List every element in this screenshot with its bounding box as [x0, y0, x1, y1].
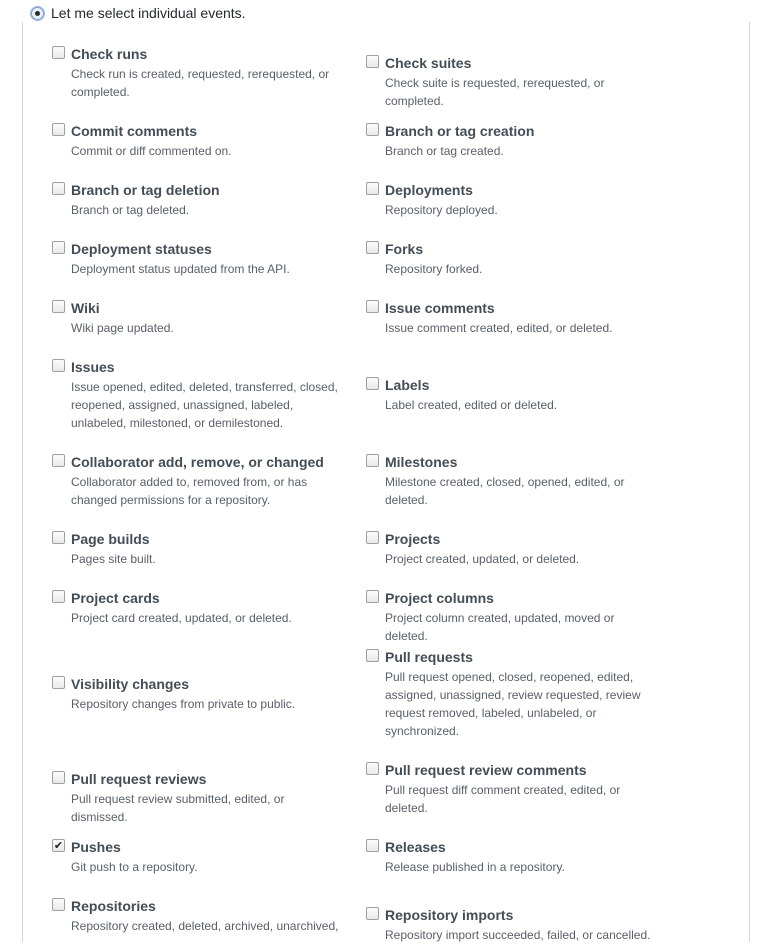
- event-checkbox[interactable]: [366, 839, 379, 852]
- event-description: Release published in a repository.: [385, 860, 565, 874]
- event-name: Issues: [71, 359, 115, 375]
- event-checkbox[interactable]: [366, 649, 379, 662]
- individual-events-option[interactable]: [31, 4, 246, 22]
- event-checkbox[interactable]: [52, 771, 65, 784]
- event-name: Forks: [385, 241, 424, 257]
- event-checkbox[interactable]: [52, 531, 65, 544]
- event-wiki[interactable]: [52, 299, 352, 337]
- event-checkbox[interactable]: [52, 454, 65, 467]
- event-name: Projects: [385, 531, 441, 547]
- event-description: Repository changes from private to public.: [71, 697, 296, 711]
- event-description: Check run is created, requested, rerequested, or completed.: [71, 67, 330, 99]
- event-pull-request-review-comments[interactable]: [366, 761, 666, 817]
- event-description: Deployment status updated from the API.: [71, 262, 290, 276]
- event-description: Collaborator added to, removed from, or has changed permissions for a repository.: [71, 475, 308, 507]
- event-description: Pull request diff comment created, edited, or deleted.: [385, 783, 621, 815]
- event-check-suites[interactable]: [366, 54, 666, 110]
- event-name: Pull requests: [385, 649, 473, 665]
- event-projects[interactable]: [366, 530, 666, 568]
- event-description: Pages site built.: [71, 552, 156, 566]
- event-checkbox[interactable]: [366, 123, 379, 136]
- event-name: Branch or tag deletion: [71, 182, 220, 198]
- event-description: Commit or diff commented on.: [71, 144, 232, 158]
- event-deployment-statuses[interactable]: [52, 240, 352, 278]
- event-commit-comments[interactable]: [52, 122, 352, 160]
- event-checkbox[interactable]: [366, 182, 379, 195]
- event-checkbox[interactable]: [52, 590, 65, 603]
- event-description: Wiki page updated.: [71, 321, 174, 335]
- event-checkbox[interactable]: [52, 46, 65, 59]
- event-name: Project columns: [385, 590, 494, 606]
- event-name: Wiki: [71, 300, 100, 316]
- event-milestones[interactable]: [366, 453, 666, 509]
- event-checkbox[interactable]: [52, 182, 65, 195]
- event-issue-comments[interactable]: [366, 299, 666, 337]
- event-branch-tag-deletion[interactable]: [52, 181, 352, 219]
- event-checkbox[interactable]: [366, 377, 379, 390]
- individual-events-radio[interactable]: [31, 7, 44, 20]
- event-repository-imports[interactable]: [366, 906, 666, 944]
- event-description: Project column created, updated, moved or deleted.: [385, 611, 615, 643]
- event-checkbox[interactable]: [52, 300, 65, 313]
- event-checkbox[interactable]: [52, 839, 65, 852]
- event-description: Pull request review submitted, edited, or dismissed.: [71, 792, 285, 824]
- event-checkbox[interactable]: [52, 359, 65, 372]
- event-visibility-changes[interactable]: [52, 675, 352, 713]
- event-pull-requests[interactable]: [366, 648, 666, 740]
- event-name: Check runs: [71, 46, 148, 62]
- event-pull-request-reviews[interactable]: [52, 770, 352, 826]
- event-branch-tag-creation[interactable]: [366, 122, 666, 160]
- event-description: Milestone created, closed, opened, edited, or deleted.: [385, 475, 625, 507]
- event-issues[interactable]: [52, 358, 352, 432]
- event-description: Project created, updated, or deleted.: [385, 552, 580, 566]
- event-checkbox[interactable]: [366, 762, 379, 775]
- event-name: Commit comments: [71, 123, 198, 139]
- event-name: Issue comments: [385, 300, 495, 316]
- radio-selected-dot: [35, 11, 40, 16]
- event-project-cards[interactable]: [52, 589, 352, 627]
- event-description: Check suite is requested, rerequested, or completed.: [385, 76, 605, 108]
- event-deployments[interactable]: [366, 181, 666, 219]
- event-description: Repository import succeeded, failed, or cancelled.: [385, 928, 651, 942]
- event-description: Git push to a repository.: [71, 860, 198, 874]
- event-collaborator[interactable]: [52, 453, 352, 509]
- event-description: Issue opened, edited, deleted, transferred, closed, reopened, assigned, unassigned, labeled, unlabeled, milestoned, or demilestoned.: [71, 380, 338, 430]
- event-checkbox[interactable]: [366, 531, 379, 544]
- event-checkbox[interactable]: [52, 241, 65, 254]
- event-checkbox[interactable]: [52, 123, 65, 136]
- event-name: Project cards: [71, 590, 160, 606]
- event-checkbox[interactable]: [366, 300, 379, 313]
- event-checkbox[interactable]: [366, 55, 379, 68]
- event-name: Check suites: [385, 55, 472, 71]
- checkmark-icon: ✔: [53, 839, 64, 852]
- event-description: Branch or tag created.: [385, 144, 504, 158]
- event-description: Repository created, deleted, archived, unarchived,: [71, 919, 339, 933]
- event-name: Branch or tag creation: [385, 123, 535, 139]
- event-description: Issue comment created, edited, or deleted.: [385, 321, 613, 335]
- event-name: Visibility changes: [71, 676, 190, 692]
- event-name: Repository imports: [385, 907, 514, 923]
- event-description: Pull request opened, closed, reopened, edited, assigned, unassigned, review requested, review request removed, labeled, unlabeled, or synchronized.: [385, 670, 641, 738]
- event-forks[interactable]: [366, 240, 666, 278]
- event-description: Label created, edited or deleted.: [385, 398, 558, 412]
- event-project-columns[interactable]: [366, 589, 666, 645]
- event-name: Pull request reviews: [71, 771, 207, 787]
- event-checkbox[interactable]: [366, 590, 379, 603]
- individual-events-label: Let me select individual events.: [51, 5, 246, 21]
- event-name: Labels: [385, 377, 430, 393]
- event-description: Repository deployed.: [385, 203, 498, 217]
- event-releases[interactable]: [366, 838, 666, 876]
- event-checkbox[interactable]: [366, 454, 379, 467]
- event-name: Page builds: [71, 531, 150, 547]
- event-name: Collaborator add, remove, or changed: [71, 454, 324, 470]
- event-checkbox[interactable]: [366, 907, 379, 920]
- event-name: Deployments: [385, 182, 473, 198]
- event-checkbox[interactable]: [52, 898, 65, 911]
- event-name: Pushes: [71, 839, 121, 855]
- event-description: Project card created, updated, or deleted.: [71, 611, 292, 625]
- event-check-runs[interactable]: [52, 45, 352, 101]
- event-checkbox[interactable]: [366, 241, 379, 254]
- event-name: Pull request review comments: [385, 762, 587, 778]
- event-name: Repositories: [71, 898, 156, 914]
- event-pushes[interactable]: [52, 838, 352, 876]
- event-name: Milestones: [385, 454, 458, 470]
- event-page-builds[interactable]: [52, 530, 352, 568]
- event-name: Deployment statuses: [71, 241, 212, 257]
- event-name: Releases: [385, 839, 446, 855]
- event-description: Repository forked.: [385, 262, 483, 276]
- event-repositories[interactable]: [52, 897, 352, 935]
- event-description: Branch or tag deleted.: [71, 203, 190, 217]
- event-checkbox[interactable]: [52, 676, 65, 689]
- event-labels[interactable]: [366, 376, 666, 414]
